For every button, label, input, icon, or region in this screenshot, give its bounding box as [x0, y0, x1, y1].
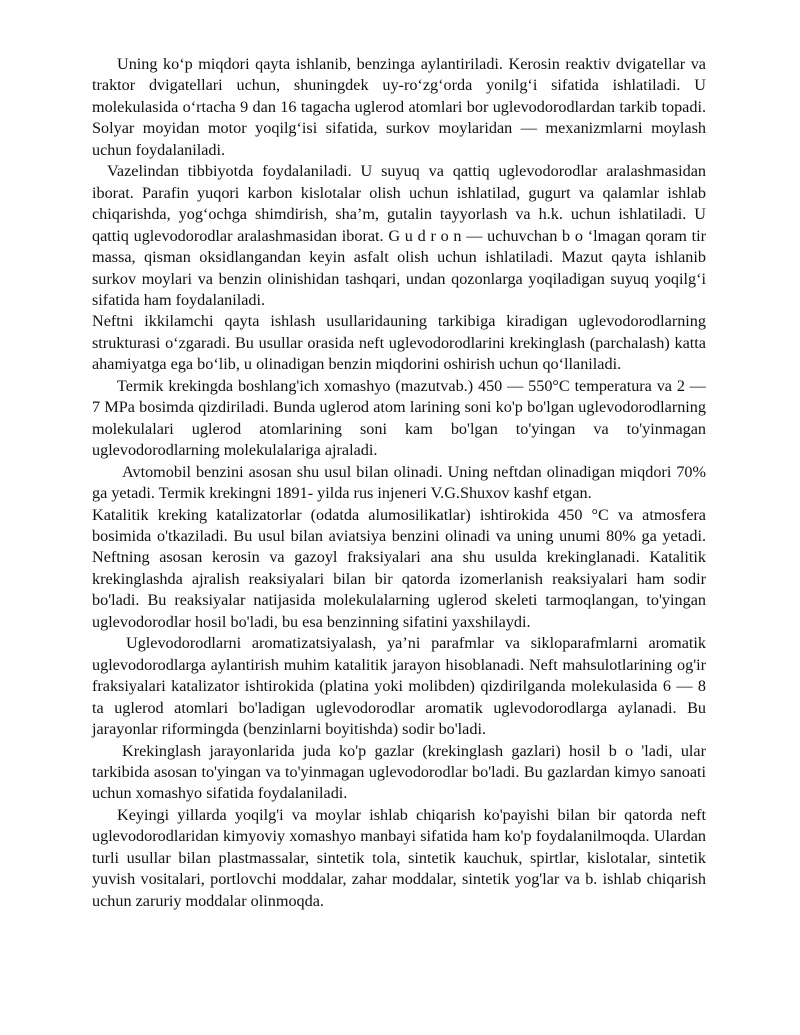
paragraph-avtomobil-benzini: Avtomobil benzini asosan shu usul bilan olinadi. Uning neftdan olinadigan miqdori 70% ga yetadi. Termik krekingni 1891- yilda rus injeneri V.G.Shuxov kashf etgan. — [92, 462, 706, 503]
paragraph-ikkilamchi-qayta-ishlash: Neftni ikkilamchi qayta ishlash usullaridauning tarkibiga kiradigan uglevodorodlarning strukturasi oʻzgaradi. Bu usullar orasida neft uglevodorodlarini krekinglash (parchalash) katta ahamiyatga ega boʻlib, u olinadigan benzin miqdorini oshirish uchun qoʻllaniladi. — [92, 312, 706, 374]
paragraph-katalitik-kreking: Katalitik kreking katalizatorlar (odatda alumosilikatlar) ishtirokida 450 °C va atmosfera bosimida o'tkaziladi. Bu usul bilan aviatsiya benzini olinadi va uning unumi 80% ga yetadi. Neftning asosan kerosin va gazoyl fraksiyalari ana shu usulda krekinglanadi. Katalitik krekinglashda ajralish reaksiyalari bilan bir qatorda izomerlanish reaksiyalari ham sodir bo'ladi. Bu reaksiyalar natijasida molekulalarning uglerod skeleti tarmoqlangan, to'yingan uglevodorodlar hosil bo'ladi, bu esa benzinning sifatini yaxshilaydi. — [92, 505, 706, 631]
paragraph-vazelin: Vazelindan tibbiyotda foydalaniladi. U suyuq va qattiq uglevodorodlar aralashmasidan iborat. Parafin yuqori karbon kislotalar olish uchun ishlatilad, gugurt va qalamlar ishlab chiqarishda, yogʻochga shimdirish, shaʼm, gutalin tayyorlash va h.k. uchun ishlatiladi. U qattiq uglevodorodlar aralashmasidan iborat. G u d r o n — uchuvchan b o ʻlmagan qoram tir massa, qisman oksidlangandan keyin asfalt olish uchun ishlatiladi. Mazut qayta ishlanib surkov moylari va benzin olinishidan tashqari, undan qozonlarga yoqiladigan suyuq yoqilgʻi sifatida ham foydalaniladi. — [92, 162, 706, 309]
paragraph-kerosin: Uning koʻp miqdori qayta ishlanib, benzinga aylantiriladi. Kerosin reaktiv dvigatellar va traktor dvigatellari uchun, shuningdek uy-roʻzgʻorda yonilgʻi sifatida ishlatiladi. U molekulasida oʻrtacha 9 dan 16 tagacha uglerod atomlari bor uglevodorodlardan tarkib topadi. Solyar moyidan motor yoqilgʻisi sifatida, surkov moylaridan — mexanizmlarni moylash uchun foydalaniladi. — [92, 55, 706, 159]
paragraph-kimyoviy-xomashyo: Keyingi yillarda yoqilg'i va moylar ishlab chiqarish ko'payishi bilan bir qatorda neft uglevodorodlaridan kimyoviy xomashyo manbayi sifatida ham ko'p foydalanilmoqda. Ulardan turli usullar bilan plastmassalar, sintetik tola, sintetik kauchuk, spirtlar, kislotalar, sintetik yuvish vositalari, portlovchi moddalar, zahar moddalar, sintetik yog'lar va b. ishlab chiqarish uchun zaruriy moddalar olinmoqda. — [92, 805, 706, 910]
paragraph-termik-kreking: Termik krekingda boshlang'ich xomashyo (mazutvab.) 450 — 550°C temperatura va 2 — 7 MPa bosimda qizdiriladi. Bunda uglerod atom larining soni ko'p bo'lgan uglevodorodlarning molekulalari uglerod atomlarining soni kam bo'lgan to'yingan va to'yinmagan uglevodorodlarning molekulalariga ajraladi. — [92, 376, 706, 460]
paragraph-krekinglash-gazlari: Krekinglash jarayonlarida juda ko'p gazlar (krekinglash gazlari) hosil b o 'ladi, ular tarkibida asosan to'yingan va to'yinmagan uglevodorodlar bo'ladi. Bu gazlardan kimyo sanoati uchun xomashyo sifatida foydalaniladi. — [92, 741, 706, 803]
paragraph-aromatizatsiyalash: Uglevodorodlarni aromatizatsiyalash, yaʼni parafmlar va sikloparafmlarni aromatik uglevodorodlarga aylantirish muhim katalitik jarayon hisoblanadi. Neft mahsulotlarining og'ir fraksiyalari katalizator ishtirokida (platina yoki molibden) qizdirilganda molekulasida 6 — 8 ta uglerod atomlari bo'ladigan uglevodorodlar aromatik uglevodorodlarga aylanadi. Bu jarayonlar riformingda (benzinlarni boyitishda) sodir bo'ladi. — [92, 634, 706, 739]
